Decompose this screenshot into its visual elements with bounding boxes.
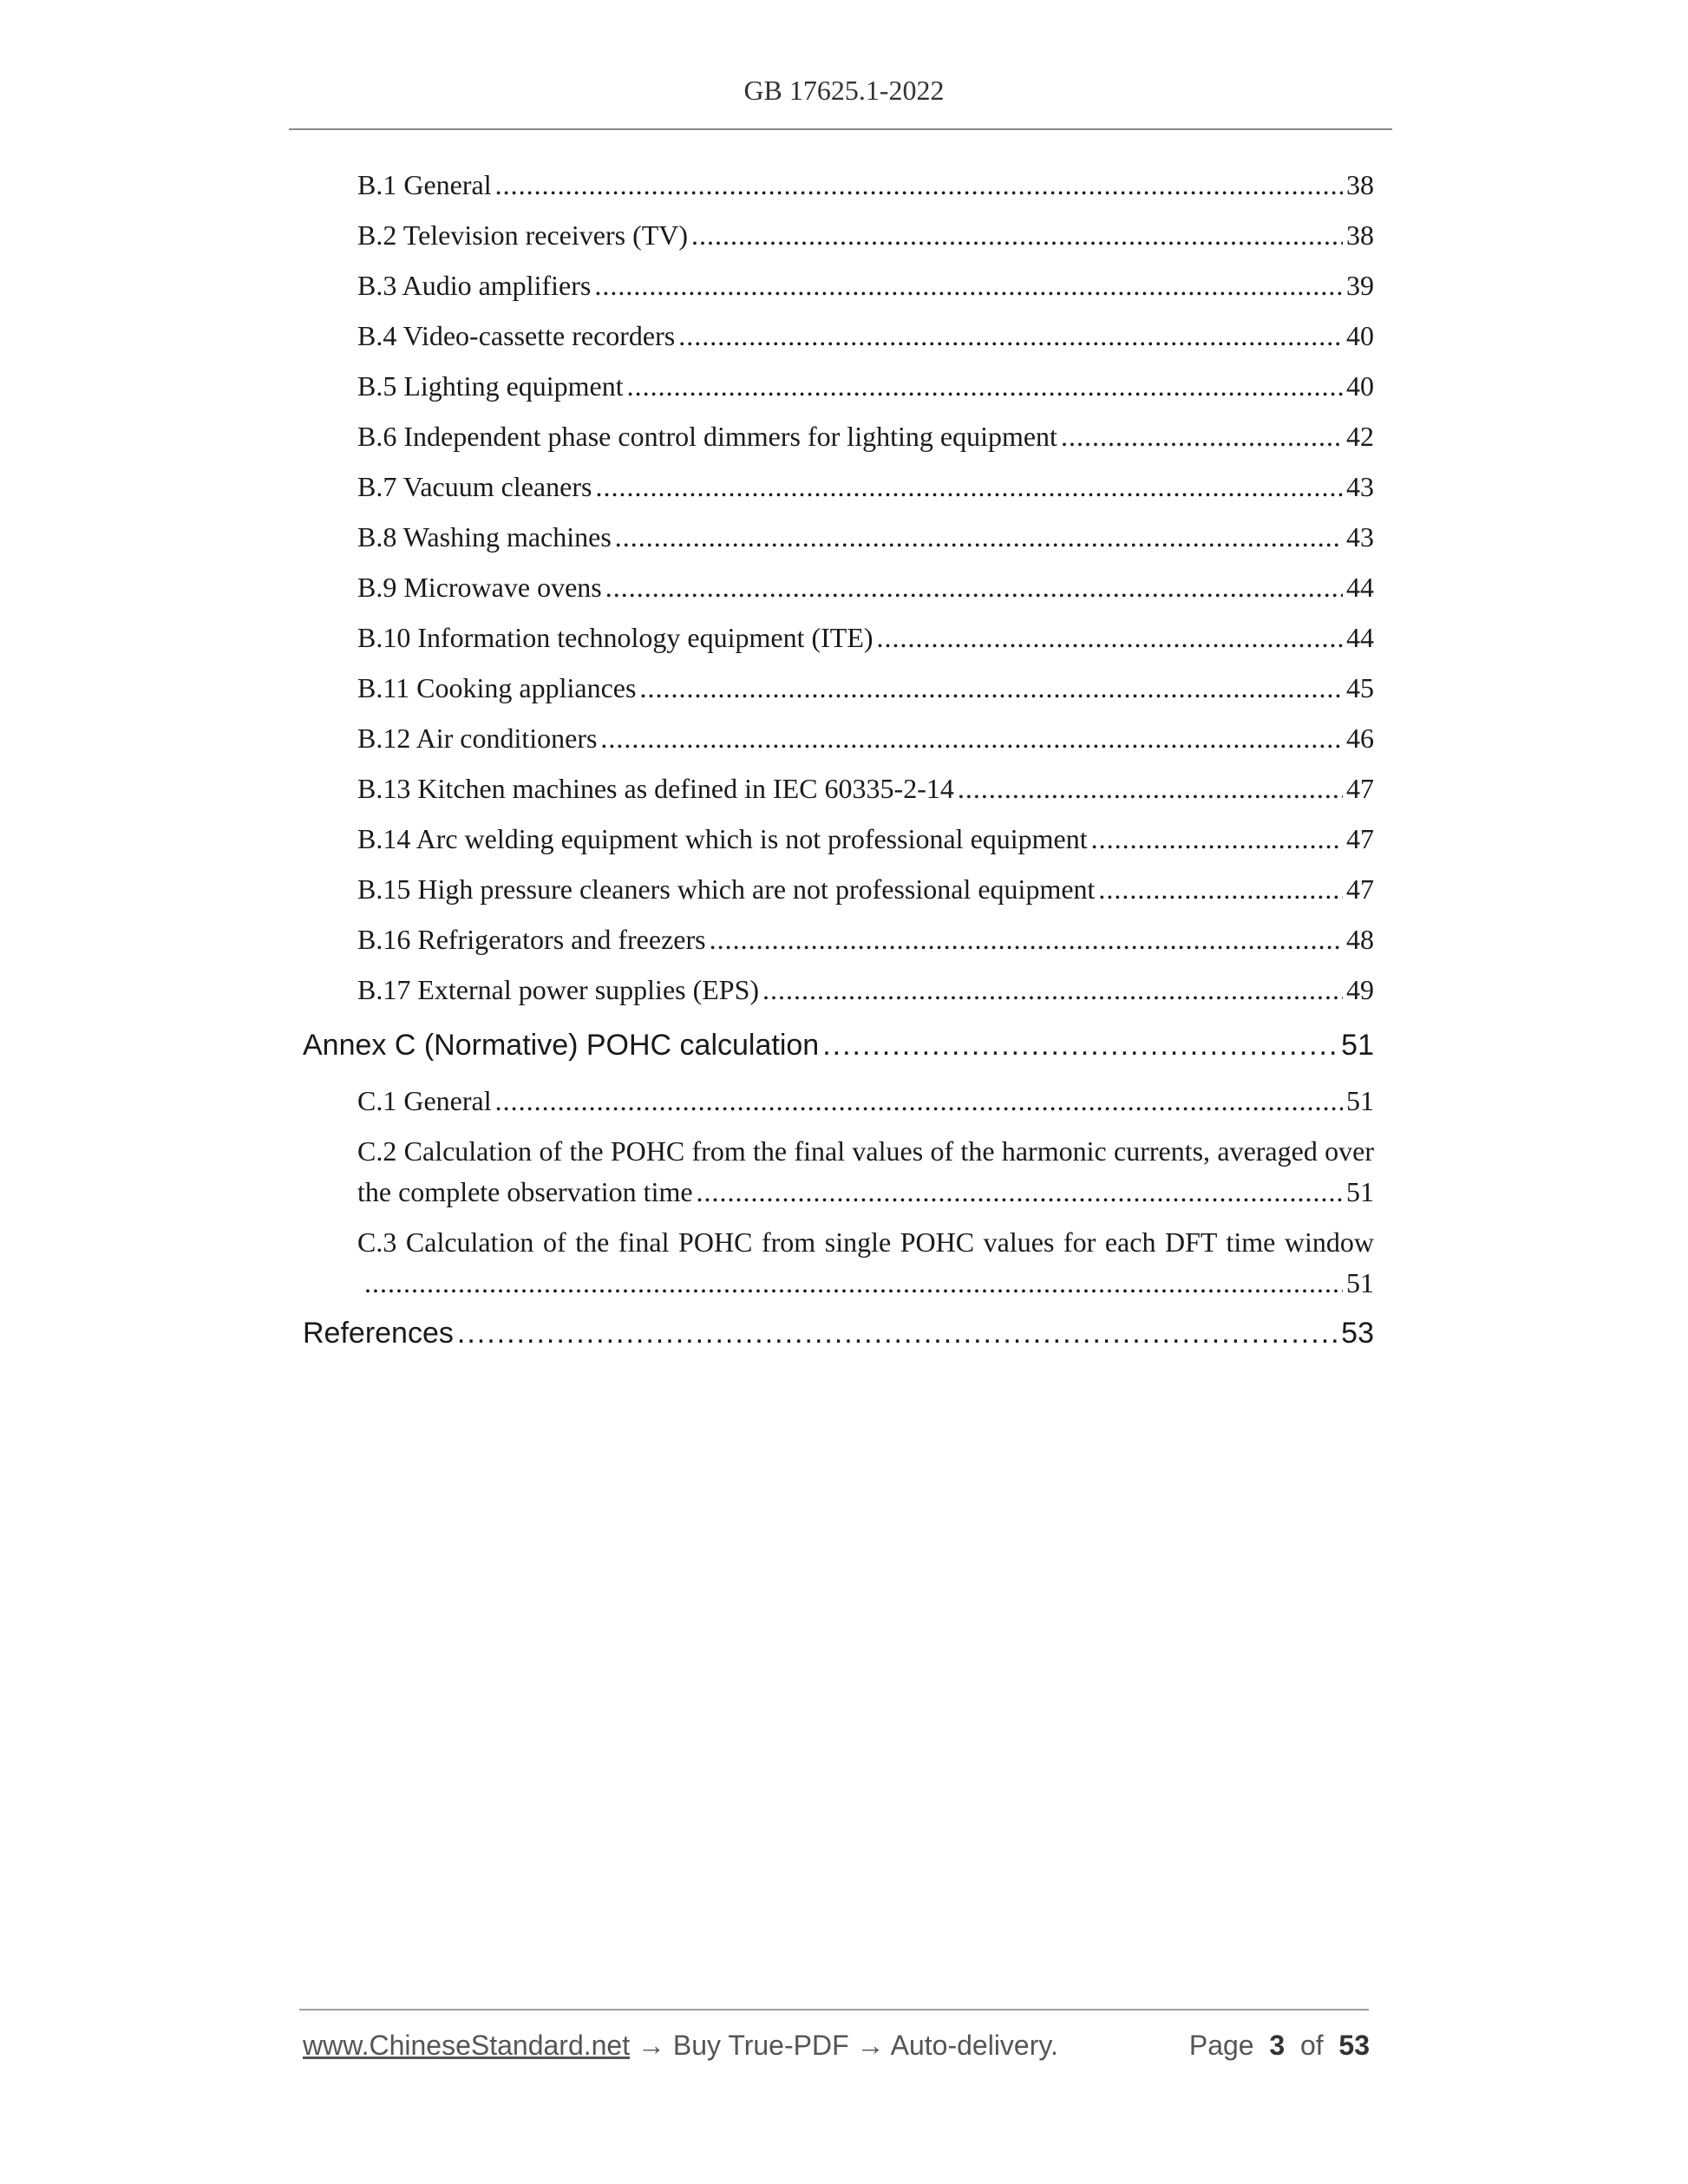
toc-entry-title-line1: C.3 Calculation of the final POHC from single POHC values for each DFT time window (357, 1226, 1374, 1258)
dot-leader (457, 1316, 1338, 1350)
toc-entry-annex-c[interactable] (303, 1028, 1374, 1063)
toc-entry-b12[interactable] (357, 721, 1374, 755)
dot-leader (605, 570, 1343, 605)
toc-entry-b13[interactable] (357, 771, 1374, 806)
toc-entry-title-line1: C.2 Calculation of the POHC from the final values of the harmonic currents, averaged over (357, 1135, 1374, 1167)
toc-entry-title: B.16 Refrigerators and freezers (357, 924, 706, 955)
toc-entry-title: B.5 Lighting equipment (357, 370, 624, 402)
toc-entry-title: B.6 Independent phase control dimmers for lighting equipment (357, 421, 1057, 452)
toc-entry-title: B.10 Information technology equipment (ITE) (357, 622, 873, 653)
buy-text: Buy True-PDF (672, 2030, 849, 2061)
toc-entry-title: B.14 Arc welding equipment which is not professional equipment (357, 823, 1088, 854)
toc-entry-page: 47 (1346, 873, 1374, 905)
toc-entry-page: 48 (1346, 924, 1374, 955)
toc-entry-title: B.1 General (357, 169, 492, 200)
toc-entry-title: B.3 Audio amplifiers (357, 270, 592, 301)
toc-entry-b6[interactable] (357, 419, 1374, 454)
dot-leader (594, 268, 1343, 303)
dot-leader (600, 721, 1343, 755)
toc-entry-page: 44 (1346, 572, 1374, 603)
dot-leader (627, 369, 1343, 403)
arrow-icon: → (856, 2030, 885, 2061)
toc-entry-title: B.15 High pressure cleaners which are not professional equipment (357, 873, 1096, 905)
page-label: Page (1188, 2030, 1254, 2061)
total-pages: 53 (1338, 2030, 1370, 2061)
toc-entry-page: 38 (1346, 169, 1374, 200)
toc-entry-title: C.1 General (357, 1085, 492, 1116)
toc-entry-page: 44 (1346, 622, 1374, 653)
toc-entry-title: B.2 Television receivers (TV) (357, 219, 689, 251)
toc-entry-title: B.13 Kitchen machines as defined in IEC 60335-2-14 (357, 773, 954, 804)
toc-entry-title: B.7 Vacuum cleaners (357, 471, 592, 502)
toc-entry-page: 45 (1346, 672, 1374, 703)
dot-leader (691, 218, 1343, 252)
toc-entry-page: 47 (1346, 823, 1374, 854)
dot-leader (364, 1265, 1343, 1300)
toc-entry-b5[interactable] (357, 369, 1374, 403)
toc-entry-b2[interactable] (357, 218, 1374, 252)
toc-entry-b3[interactable] (357, 268, 1374, 303)
dot-leader (639, 670, 1343, 705)
of-label: of (1299, 2030, 1324, 2061)
toc-entry-title: Annex C (Normative) POHC calculation (303, 1029, 820, 1062)
toc-entry-title: References (303, 1317, 454, 1350)
dot-leader (595, 469, 1343, 504)
dot-leader (1091, 821, 1343, 856)
page-number (1189, 2030, 1370, 2062)
toc-entry-title: B.12 Air conditioners (357, 723, 598, 754)
toc-entry-title: B.17 External power supplies (EPS) (357, 974, 760, 1005)
toc-entry-page: 51 (1346, 1267, 1374, 1298)
delivery-text: Auto-delivery. (890, 2030, 1058, 2061)
website-link[interactable]: www.ChineseStandard.net (303, 2030, 631, 2061)
toc-entry-page: 49 (1346, 974, 1374, 1005)
dot-leader (877, 620, 1343, 655)
toc-entry-page: 40 (1346, 370, 1374, 402)
dot-leader (495, 167, 1343, 202)
toc-entry-page: 51 (1341, 1029, 1374, 1062)
toc-entry-page: 42 (1346, 421, 1374, 452)
footer-divider (299, 2009, 1369, 2011)
toc-entry-b14[interactable] (357, 821, 1374, 856)
toc-entry-title: B.11 Cooking appliances (357, 672, 637, 703)
toc-entry-b1[interactable] (357, 167, 1374, 202)
toc-entry-page: 51 (1346, 1085, 1374, 1116)
toc-entry-page: 51 (1346, 1176, 1374, 1207)
toc-entry-b11[interactable] (357, 670, 1374, 705)
toc-entry-b8[interactable] (357, 520, 1374, 554)
toc-entry-page: 53 (1341, 1317, 1374, 1350)
dot-leader (822, 1028, 1338, 1063)
toc-entry-page: 38 (1346, 219, 1374, 251)
toc-entry-page: 43 (1346, 521, 1374, 553)
toc-entry-title: B.4 Video-cassette recorders (357, 320, 676, 351)
dot-leader (1098, 872, 1343, 906)
arrow-icon: → (638, 2030, 665, 2061)
dot-leader (762, 972, 1343, 1007)
toc-entry-title-line2: the complete observation time (357, 1176, 693, 1207)
current-page: 3 (1269, 2030, 1286, 2061)
toc-entry-b17[interactable] (357, 972, 1374, 1007)
dot-leader (1061, 419, 1343, 454)
toc-entry-title: B.8 Washing machines (357, 521, 612, 553)
toc-entry-page: 47 (1346, 773, 1374, 804)
toc-entry-b16[interactable] (357, 922, 1374, 957)
document-code: GB 17625.1-2022 (743, 75, 945, 106)
toc-entry-b7[interactable] (357, 469, 1374, 504)
toc-entry-b4[interactable] (357, 318, 1374, 353)
dot-leader (710, 922, 1343, 957)
toc-entry-page: 39 (1346, 270, 1374, 301)
dot-leader (958, 771, 1343, 806)
toc-entry-b15[interactable] (357, 872, 1374, 906)
dot-leader (678, 318, 1343, 353)
toc-entry-references[interactable] (303, 1316, 1374, 1350)
toc-entry-page: 40 (1346, 320, 1374, 351)
dot-leader (615, 520, 1343, 554)
toc-entry-c1[interactable] (357, 1083, 1374, 1118)
toc-entry-title: B.9 Microwave ovens (357, 572, 602, 603)
toc-entry-b10[interactable] (357, 620, 1374, 655)
dot-leader (495, 1083, 1343, 1118)
page-footer (303, 2030, 1370, 2062)
toc-entry-page: 46 (1346, 723, 1374, 754)
toc-entry-page: 43 (1346, 471, 1374, 502)
footer-left (303, 2030, 1058, 2062)
dot-leader (697, 1174, 1343, 1209)
toc-entry-b9[interactable] (357, 570, 1374, 605)
